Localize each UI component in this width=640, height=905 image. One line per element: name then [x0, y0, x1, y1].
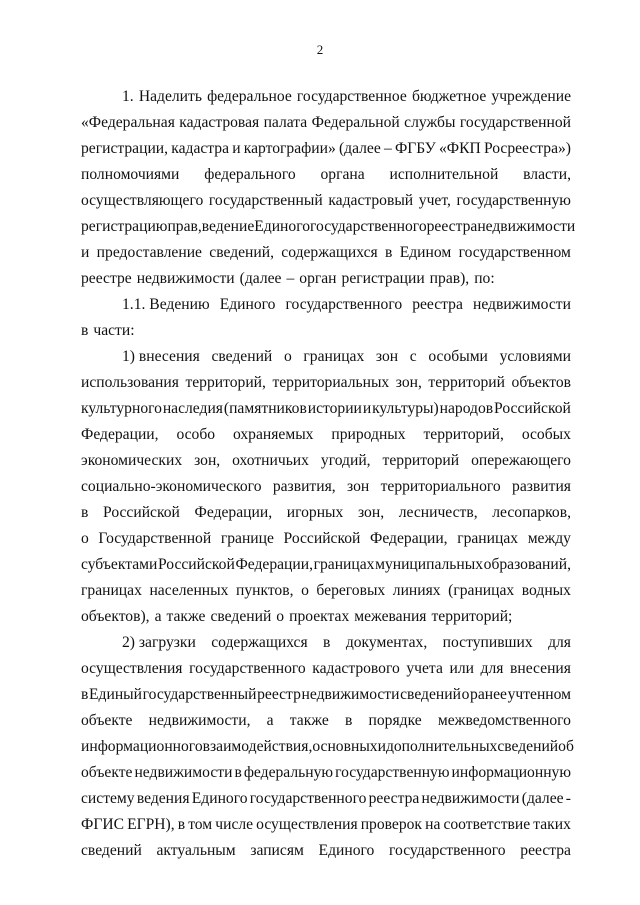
word: информационного	[81, 738, 203, 755]
word: сведений	[210, 608, 272, 625]
word: опережающего	[471, 452, 571, 469]
text-line	[81, 292, 571, 318]
word: полномочиями	[81, 166, 180, 183]
word: недвижимости	[301, 686, 400, 703]
word: а	[154, 608, 162, 625]
word: территориального	[380, 478, 501, 495]
word: лесничеств,	[398, 504, 478, 521]
word: Российской	[103, 504, 180, 521]
word: Федерации,	[194, 504, 273, 521]
word: развития,	[272, 478, 336, 495]
text-line	[81, 240, 571, 266]
word: ранее	[470, 686, 507, 703]
text-line	[81, 474, 571, 500]
word: недвижимости	[134, 764, 233, 781]
word: Российской	[494, 400, 571, 417]
word: культуры)	[372, 400, 439, 417]
text-line	[81, 422, 571, 448]
word: Единого	[191, 790, 248, 807]
word: орган	[299, 270, 337, 287]
word: федеральное	[207, 88, 292, 105]
word: береговых	[316, 582, 386, 599]
word: службы	[404, 114, 456, 131]
word: недвижимости,	[148, 712, 251, 729]
word: Единый	[89, 686, 142, 703]
word: границах	[303, 348, 365, 365]
word: реестра	[412, 296, 463, 313]
word: сведений	[211, 348, 273, 365]
word: ведения	[136, 790, 190, 807]
word: также	[289, 712, 329, 729]
word: учет,	[418, 192, 451, 209]
word: а	[266, 712, 274, 729]
word: Едином	[399, 244, 452, 261]
word: кадастровый	[328, 192, 414, 209]
word: государственного	[285, 296, 403, 313]
word: по:	[474, 270, 495, 287]
word: актуальным	[156, 842, 236, 859]
text-line	[81, 708, 571, 734]
word: в	[385, 244, 393, 261]
word: условиями	[499, 348, 571, 365]
word: прав),	[429, 270, 470, 287]
word: в	[234, 764, 242, 781]
word: использования	[81, 374, 179, 391]
word: ведение	[201, 218, 255, 235]
word: с	[409, 348, 417, 365]
word: кадастра	[171, 140, 230, 157]
word: также	[166, 608, 206, 625]
word: реестра	[426, 218, 478, 235]
word: государственную	[456, 192, 571, 209]
word: экономических	[81, 452, 183, 469]
word: реестр	[257, 686, 301, 703]
word: пунктов,	[235, 582, 294, 599]
word: осуществления	[256, 816, 358, 833]
word: истории	[307, 400, 362, 417]
text-line	[81, 760, 571, 786]
word: палата	[263, 114, 308, 131]
word: и	[362, 400, 372, 417]
word: между	[527, 530, 571, 547]
word: содержащихся	[281, 244, 378, 261]
word: зон	[375, 348, 399, 365]
word: регистрации	[341, 270, 425, 287]
word: недвижимости	[477, 218, 576, 235]
word: реестра	[368, 790, 420, 807]
word: природных	[331, 426, 406, 443]
word: учета	[406, 660, 443, 677]
word: границе	[220, 530, 274, 547]
text-line	[81, 136, 571, 162]
text-line	[81, 812, 571, 838]
word: государственного	[189, 660, 306, 677]
word: о	[461, 686, 470, 703]
word: регистрации,	[81, 140, 169, 157]
word: (памятников	[223, 400, 307, 417]
word: 1) внесения	[122, 348, 200, 365]
word: территорий	[428, 374, 505, 391]
word: в	[344, 712, 353, 729]
word: и	[377, 738, 386, 755]
text-line	[81, 734, 574, 760]
word: учреждение	[491, 88, 571, 105]
word: сведений	[81, 842, 142, 859]
word: 1.	[122, 88, 134, 105]
text-line	[81, 786, 571, 812]
word: Федерации,	[370, 530, 448, 547]
word: территориальных	[272, 374, 390, 391]
word: (границах	[448, 582, 515, 599]
word: проектах	[289, 608, 350, 625]
word: государственного	[389, 842, 506, 859]
word: –	[286, 270, 295, 287]
text-line	[81, 656, 571, 682]
word: водных	[521, 582, 571, 599]
page-number: 2	[316, 42, 324, 57]
word: границах	[81, 582, 142, 599]
word: межведомственного	[437, 712, 571, 729]
word: объектов),	[81, 608, 150, 625]
text-line	[81, 162, 571, 188]
word: реестра	[520, 842, 571, 859]
word: игорных	[286, 504, 344, 521]
word: государственную	[335, 764, 450, 781]
word: зон,	[194, 452, 221, 469]
body-text	[81, 84, 576, 864]
word: особыми	[428, 348, 488, 365]
word: объектов	[511, 374, 571, 391]
word: и	[81, 244, 90, 261]
word: сведений	[497, 738, 559, 755]
word: зон,	[357, 504, 385, 521]
word: о	[81, 530, 89, 547]
text-line	[81, 630, 571, 656]
word: сведений,	[209, 244, 274, 261]
word: государственного	[249, 790, 367, 807]
word: (далее	[338, 140, 381, 157]
word: культурного	[81, 400, 162, 417]
word: ФГИС	[81, 816, 124, 833]
word: объекте	[81, 764, 133, 781]
text-line	[81, 266, 571, 292]
word: межевания	[354, 608, 427, 625]
word: границах	[313, 556, 375, 573]
word: исполнительной	[389, 166, 499, 183]
word: зон,	[395, 374, 422, 391]
word: о	[276, 608, 285, 625]
word: развития	[512, 478, 571, 495]
word: в	[81, 686, 89, 703]
word: угодий,	[320, 452, 371, 469]
word: социально-экономического	[81, 478, 262, 495]
word: основных	[312, 738, 378, 755]
text-line	[81, 110, 571, 136]
word: государственного	[310, 218, 427, 235]
word: систему	[81, 790, 135, 807]
word: в	[81, 322, 89, 339]
word: недвижимости	[472, 296, 571, 313]
word: «ФКП	[438, 140, 481, 157]
text-line	[81, 448, 571, 474]
word: регистрацию	[81, 218, 168, 235]
word: Федеральной	[311, 114, 400, 131]
word: 2) загрузки	[122, 634, 196, 651]
word: осуществляющего	[81, 192, 204, 209]
word: прав,	[167, 218, 202, 235]
word: территорий	[382, 452, 460, 469]
word: внесения	[510, 660, 571, 677]
text-line	[81, 396, 571, 422]
word: образований,	[483, 556, 571, 573]
word: зон	[347, 478, 370, 495]
word: Российской	[283, 530, 361, 547]
word: органа	[320, 166, 365, 183]
word: границах	[457, 530, 519, 547]
word: картографии»	[243, 140, 336, 157]
word: об	[558, 738, 574, 755]
word: кадастрового	[312, 660, 400, 677]
word: Росреестра»)	[483, 140, 571, 157]
word: и	[232, 140, 241, 157]
text-line	[81, 318, 571, 344]
word: содержащихся	[211, 634, 308, 651]
word: записям	[250, 842, 304, 859]
word: информационную	[451, 764, 571, 781]
text-line	[81, 370, 571, 396]
word: федерального	[204, 166, 296, 183]
word: народов	[439, 400, 494, 417]
word: документах,	[345, 634, 428, 651]
word: власти,	[523, 166, 571, 183]
word: недвижимости	[136, 270, 235, 287]
word: в	[323, 634, 331, 651]
word: бюджетное	[411, 88, 487, 105]
word: соответствие	[443, 816, 531, 833]
word: охотничьих	[232, 452, 309, 469]
word: «Федеральная	[81, 114, 175, 131]
text-line	[81, 604, 571, 630]
word: Российской	[157, 556, 235, 573]
text-line	[81, 552, 571, 578]
text-line	[81, 578, 571, 604]
word: Наделить	[138, 88, 202, 105]
word: о	[301, 582, 309, 599]
word: для	[480, 660, 504, 677]
word: Единого	[254, 218, 311, 235]
word: для	[548, 634, 571, 651]
text-line	[81, 526, 571, 552]
word: ФГБУ	[394, 140, 436, 157]
text-line	[81, 500, 571, 526]
word: в	[177, 816, 186, 833]
word: территорий,	[423, 426, 504, 443]
word: о	[283, 348, 292, 365]
word: таких	[533, 816, 571, 833]
word: числе	[215, 816, 254, 833]
word: государственной	[459, 114, 571, 131]
word: территорий;	[431, 608, 513, 625]
word: -	[565, 790, 571, 807]
word: проверок	[360, 816, 423, 833]
word: взаимодействия,	[202, 738, 313, 755]
word: территорий,	[185, 374, 266, 391]
word: 1.1. Ведению	[122, 296, 210, 313]
word: государственный	[142, 686, 257, 703]
word: Единого	[219, 296, 276, 313]
word: государственное	[296, 88, 407, 105]
text-line	[81, 344, 571, 370]
word: реестре	[81, 270, 132, 287]
text-line	[81, 214, 576, 240]
word: охраняемых	[232, 426, 314, 443]
word: особых	[521, 426, 571, 443]
text-line	[81, 188, 571, 214]
word: Федерации,	[81, 426, 159, 443]
word: поступивших	[442, 634, 533, 651]
word: особо	[176, 426, 216, 443]
word: Единого	[318, 842, 375, 859]
word: государственный	[208, 192, 323, 209]
word: наследия	[162, 400, 223, 417]
text-line	[81, 84, 571, 110]
word: (далее	[239, 270, 282, 287]
word: кадастровая	[179, 114, 260, 131]
word: осуществления	[81, 660, 183, 677]
word: части:	[93, 322, 135, 339]
word: Федерации,	[235, 556, 313, 573]
word: в	[81, 504, 89, 521]
word: том	[188, 816, 213, 833]
word: порядке	[368, 712, 422, 729]
word: объекте	[81, 712, 133, 729]
word: сведений	[400, 686, 461, 703]
word: федеральную	[243, 764, 334, 781]
word: государственном	[458, 244, 571, 261]
word: дополнительных	[385, 738, 498, 755]
word: учтенном	[507, 686, 571, 703]
text-line	[81, 682, 571, 708]
word: линиях	[392, 582, 441, 599]
word: (далее	[521, 790, 564, 807]
word: лесопарков,	[492, 504, 571, 521]
word: субъектами	[81, 556, 158, 573]
word: ЕГРН),	[127, 816, 175, 833]
word: муниципальных	[375, 556, 484, 573]
word: Государственной	[98, 530, 212, 547]
text-line	[81, 838, 571, 864]
word: или	[449, 660, 474, 677]
word: недвижимости	[421, 790, 520, 807]
word: населенных	[149, 582, 229, 599]
word: –	[383, 140, 392, 157]
word: предоставление	[96, 244, 202, 261]
word: на	[425, 816, 441, 833]
